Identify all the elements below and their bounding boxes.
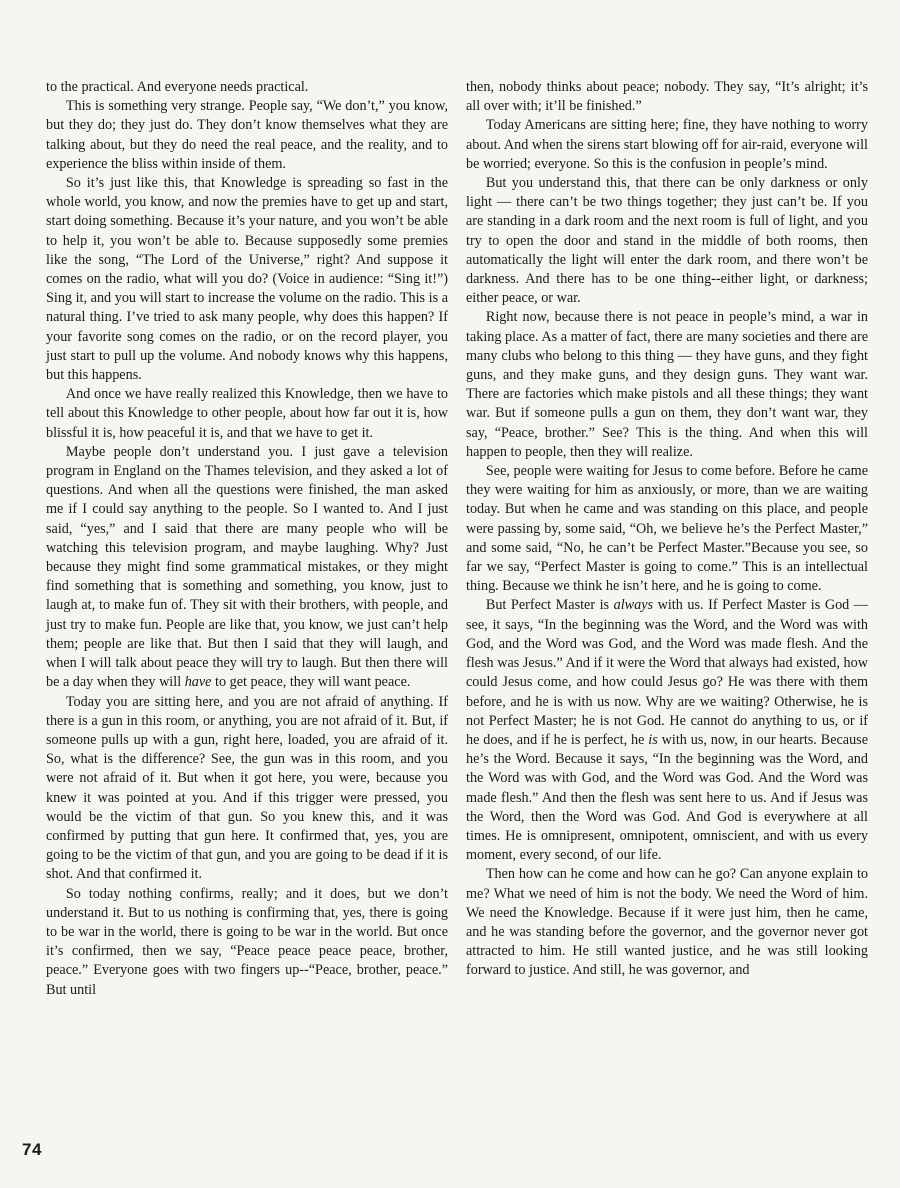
paragraph	[46, 443, 448, 693]
paragraph: But you understand this, that there can be only darkness or only light — there can’t be two things together; they just can’t be. If you are standing in a dark room and the next room is full of light, and you try to open the door and stand in the middle of both rooms, then automatically the light will enter the dark room, and there won’t be darkness. And there has to be one thing--either light, or darkness; either peace, or war.	[466, 175, 868, 307]
paragraph	[466, 596, 868, 865]
paragraph: Right now, because there is not peace in people’s mind, a war in taking place. As a matter of fact, there are many societies and there are many clubs who belong to this thing — they have guns, and they fight guns, and they make guns, and they design guns. They want war. There are factories which make pistols and all these things; they want war. But if someone pulls a gun on them, they don’t want war, they say, “Peace, brother.” See? This is the thing. And when this will happen to people, then they will realize.	[466, 309, 868, 460]
paragraph: Today Americans are sitting here; fine, they have nothing to worry about. And when the sirens start blowing off for air-raid, everyone will be worried; everyone. So this is the confusion in people’s mind.	[466, 117, 868, 172]
left-column	[46, 78, 448, 1000]
paragraph: See, people were waiting for Jesus to come before. Before he came they were waiting for him as anxiously, or more, than we are waiting today. But when he came and was standing on this place, and people were passing by, some said, “Oh, we believe he’s the Perfect Master,” and some said, “No, he can’t be Perfect Master.”Because you see, so far we say, “Perfect Master is going to come.” This is an intellectual thing. Because we think he isn’t here, and he is going to come.	[466, 463, 868, 595]
emphasis-text: have	[184, 674, 212, 691]
paragraph: This is something very strange. People say, “We don’t,” you know, but they do; they just do. They don’t know themselves what they are talking about, but they do need the real peace, and the reality, and to experience the bliss within inside of them.	[46, 98, 448, 172]
paragraph-text: But Perfect Master is	[485, 597, 614, 614]
paragraph: to the practical. And everyone needs practical.	[46, 79, 309, 95]
paragraph: Then how can he come and how can he go? Can anyone explain to me? What we need of him is not the body. We need the Word of him. We need the Knowledge. Because if it were just him, then he came, and he was standing before the governor, and the governor never got attracted to him. He still wanted justice, and he was still looking forward to justice. And still, he was governor, and	[466, 866, 868, 979]
paragraph: So it’s just like this, that Knowledge is spreading so fast in the whole world, you know, and now the premies have to get up and start, start doing something. Because it’s your nature, and you won’t be able to help it, you won’t be able to. Because supposedly some premies like the song, “The Lord of the Universe,” right? And suppose it comes on the radio, what will you do? (Voice in audience: “Sing it!”) Sing it, and you will start to increase the volume on the radio. This is a natural thing. I’ve tried to ask many people, why does this happen? If your favorite song comes on the radio, or on the record player, you just start to pull up the volume. And nobody knows why this happens, but this happens.	[46, 175, 448, 384]
paragraph: And once we have really realized this Knowledge, then we have to tell about this Knowledge to other people, about how far out it is, how blissful it is, how peaceful it is, and that we have to get it.	[46, 386, 448, 441]
paragraph-text: with us. If Perfect Master is God — see, it says, “In the beginning was the Word, and the Word was with God, and the Word was God, and the Word was made flesh. And the flesh was Jesus.” And if it were the Word that always had existed, how could Jesus come, and how could Jesus go? He was there with them before, and he is with us now. Why are we waiting? Otherwise, he is not Perfect Master; he is not God. He cannot do anything to us, or if he does, and if he is perfect, he	[466, 597, 868, 748]
paragraph-text: with us, now, in our hearts. Because he’s the Word. Because it says, “In the beginning was the Word, and the Word was with God, and the Word was God. And the Word was made flesh.” And then the flesh was sent here to us. And if Jesus was the Word, then the Word was God. And God is everywhere at all times. He is omnipresent, omnipotent, omniscient, and with us every moment, every second, of our life.	[466, 731, 868, 864]
paragraph: Today you are sitting here, and you are not afraid of anything. If there is a gun in this room, or anything, you are not afraid of it. But, if someone pulls up with a gun, right here, loaded, you are afraid of it. So, what is the difference? See, the gun was in this room, and you were not afraid of it. But when it got here, you were, because you knew it was pointed at you. And if this trigger were pressed, you would be the victim of that gun. So you knew this, and it was confirmed by putting that gun here. It confirmed that, yes, you are going to be the victim of that gun, and you are going to be dead if it is shot. And that confirmed it.	[46, 693, 448, 883]
right-column	[466, 78, 868, 981]
page-number: 74	[22, 1140, 42, 1159]
paragraph: So today nothing confirms, really; and it does, but we don’t understand it. But to us nothing is confirming that, yes, there is going to be war in the world, there is going to be war in the world. But once it’s confirmed, then we say, “Peace peace peace peace, brother, peace.” Everyone goes with two fingers up--“Peace, brother, peace.” But until	[46, 885, 448, 998]
paragraph-text: to get peace, they will want peace.	[211, 674, 411, 691]
emphasis-text: is	[648, 731, 658, 748]
paragraph-text: Maybe people don’t understand you. I just gave a television program in England on the Thames television, and they asked a lot of questions. And when all the questions were finished, the man asked me if I could say anything to the people. So I wanted to. And I just said, “yes,” and I said that there are many people who will be watching this television program, and maybe laughing. Why? Just because they might find some grammatical mistakes, or they might find something that is something and something, you know, just to laugh at, to make fun of. They sit with their brothers, with people, and just try to make fun. People are like that, you know, we just can’t help them; people are like that. But then I said that they will laugh, and when I will talk about peace they will try to laugh. But then there will be a day when they will	[46, 443, 448, 691]
paragraph: then, nobody thinks about peace; nobody. They say, “It’s alright; it’s all over with; it’ll be finished.”	[466, 79, 868, 115]
emphasis-text: always	[613, 597, 654, 614]
